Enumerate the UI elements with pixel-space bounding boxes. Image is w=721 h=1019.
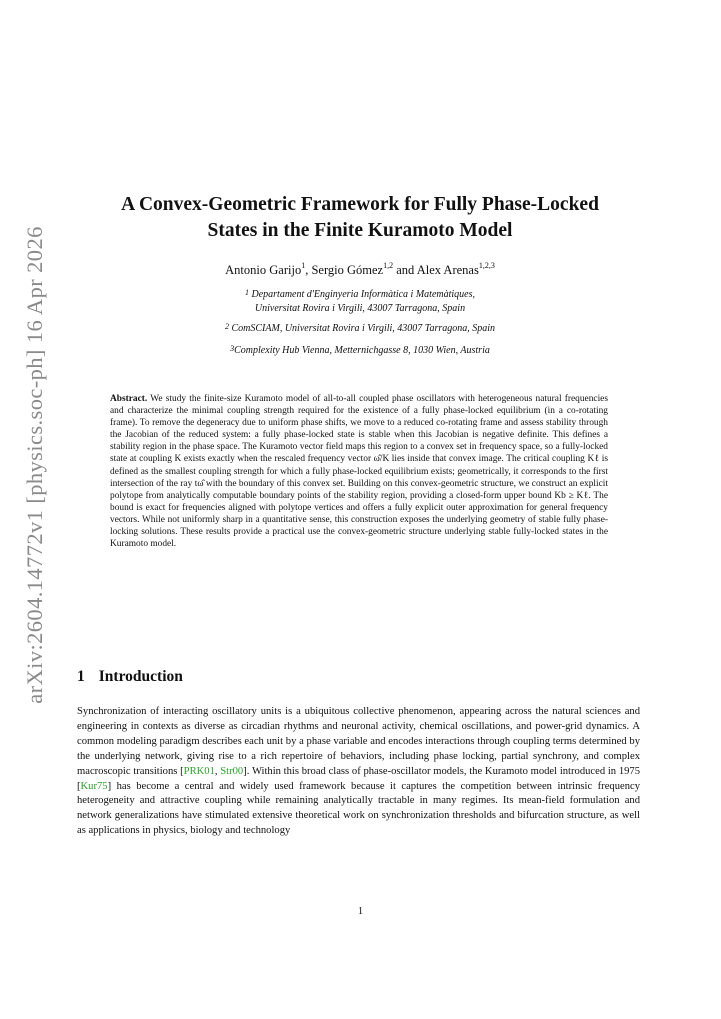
- affiliation-3: [70, 344, 650, 358]
- section-heading: [77, 668, 183, 686]
- citation-separator: ,: [214, 765, 221, 777]
- abstract-text: We study the finite-size Kuramoto model of all-to-all coupled phase oscillators with heterogeneous natural frequencies and characterize the minimal coupling strength required for the existence of a fully phase-locked equilibrium (in a co-rotating frame). To remove the degeneracy due to uniform phase shifts, we move to a reduced co-rotating frame and assess stability through the Jacobian of the reduced system: a fully phase-locked state is stable when this Jacobian is negative definite. This defines a stability region in the phase space. The Kuramoto vector field maps this region to a convex set in frequency space, so a fully-locked state at coupling K exists exactly when the rescaled frequency vector ω̂/K lies inside that convex image. The critical coupling Kℓ is defined as the smallest coupling strength for which a fully phase-locked equilibrium exists; geometrically, it corresponds to the first intersection of the ray tω̂ with the boundary of this convex set. Building on this convex-geometric structure, we construct an explicit polytope from analytically computable boundary points of the stability region, providing a closed-form upper bound Kb ≥ Kℓ. The bound is exact for frequencies aligned with polytope vertices and offers a fully explicit outer approximation for general frequency vectors. While not uniformly sharp in a quantitative sense, this construction exposes the underlying geometry of stable fully phase-locking solutions. These results provide a practical use the convex-geometric structure underlying stable fully-locked states in the Kuramoto model.: [110, 394, 608, 550]
- arxiv-identifier-text: arXiv:2604.14772v1 [physics.soc-ph] 16 Apr 2026: [22, 226, 47, 704]
- page-number: 1: [357, 906, 364, 917]
- title-line-2: States in the Finite Kuramoto Model: [207, 220, 513, 241]
- affiliation-1-marker: 1: [245, 288, 249, 297]
- author-3: Alex Arenas: [416, 263, 479, 277]
- intro-text-2: ]. Within this broad class of phase-oscillator models, the Kuramoto model introduced in 1975 [: [77, 765, 641, 792]
- author-list: Antonio Garijo$^1$, Sergio Gómez$^{1,2}$ and Alex Arenas$^{1,2,3}$: [225, 261, 495, 277]
- author-3-affil: 1,2,3: [478, 261, 495, 270]
- citation-kur75[interactable]: Kur75: [80, 780, 108, 792]
- affiliation-2-marker: 2: [224, 322, 229, 331]
- section-title: Introduction: [98, 668, 183, 685]
- abstract: [110, 393, 608, 550]
- paper-title: [70, 192, 650, 244]
- citation-str00[interactable]: Str00: [220, 765, 244, 777]
- affiliation-3-text: Complexity Hub Vienna, Metternichgasse 8, 1030 Wien, Austria: [234, 345, 490, 356]
- author-2-affil: 1,2: [383, 261, 394, 270]
- affiliation-1: [70, 288, 650, 316]
- affiliation-1-line-2: Universitat Rovira i Virgili, 43007 Tarragona, Spain: [254, 303, 466, 314]
- intro-text-1: Synchronization of interacting oscillatory units is a ubiquitous collective phenomenon, appearing across the natural sciences and engineering in contexts as diverse as circadian rhythms and neuronal activity, chemical oscillations, and power-grid dynamics. A common modeling paradigm describes each unit by a phase variable and encodes interactions through coupling terms determined by the underlying network, giving rise to a rich repertoire of behaviors, including phase locking, partial synchrony, and complex macroscopic transitions [: [77, 706, 640, 777]
- author-2: Sergio Gómez: [311, 263, 384, 277]
- section-number: 1: [77, 668, 85, 685]
- author-conjunction: and: [393, 263, 417, 277]
- arxiv-identifier: [15, 226, 55, 704]
- intro-text-3: ] has become a central and widely used framework because it captures the competition between intrinsic frequency heterogeneity and attractive coupling while remaining analytically tractable in many regimes. Its mean-field formulation and network generalizations have stimulated extensive theoretical work on synchronization thresholds and bifurcation structure, as well as applications in physics, biology and technology: [77, 780, 640, 837]
- abstract-label: Abstract.: [110, 394, 148, 404]
- citation-prk01[interactable]: PRK01: [183, 765, 215, 777]
- title-line-1: A Convex-Geometric Framework for Fully Phase-Locked: [121, 194, 599, 215]
- affiliation-3-marker: 3: [230, 344, 235, 353]
- affiliation-1-line-1: Departament d'Enginyeria Informàtica i Matemàtiques,: [251, 289, 475, 300]
- author-1: Antonio Garijo: [225, 263, 302, 277]
- affiliation-2: [70, 322, 650, 336]
- affiliation-2-text: ComSCIAM, Universitat Rovira i Virgili, 43007 Tarragona, Spain: [231, 323, 496, 334]
- author-1-affil: 1: [301, 261, 306, 270]
- introduction-paragraph: [77, 705, 640, 839]
